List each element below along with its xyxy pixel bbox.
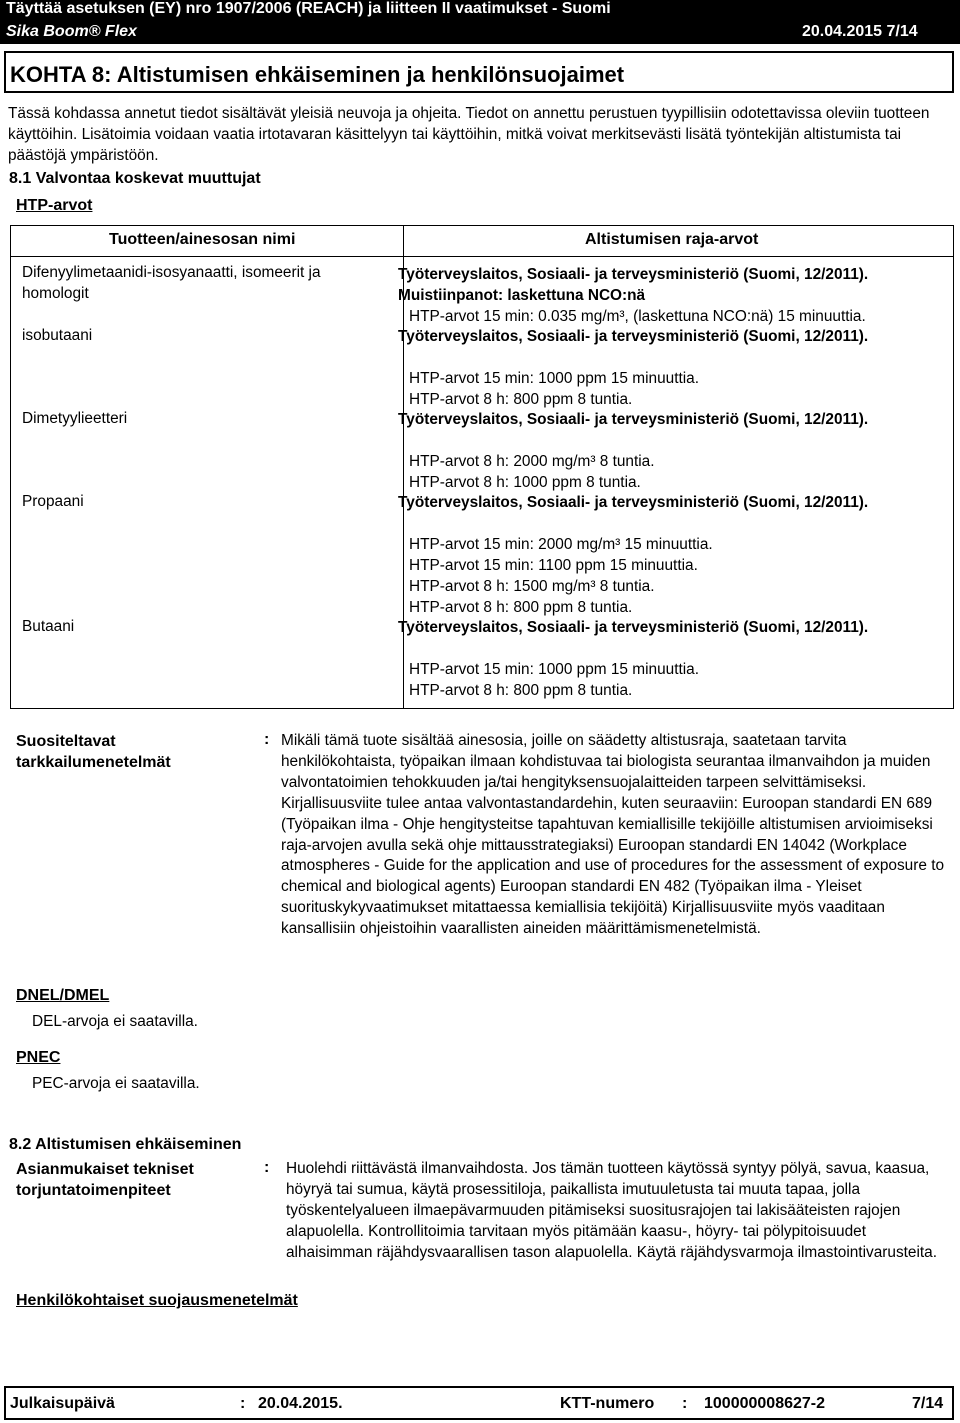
table-row-source: Työterveyslaitos, Sosiaali- ja terveysministeriö (Suomi, 12/2011). Muistiinpanot: laskettuna NCO:nä: [398, 266, 869, 304]
monitoring-colon: :: [264, 731, 270, 748]
table-row-limit: HTP-arvot 8 h: 800 ppm 8 tuntia.: [409, 599, 633, 616]
document-header: [0, 0, 960, 44]
regulation-line: Täyttää asetuksen (EY) nro 1907/2006 (REACH) ja liitteen II vaatimukset - Suomi: [6, 0, 611, 17]
table-row-limit: HTP-arvot 15 min: 1000 ppm 15 minuuttia.: [409, 370, 699, 387]
pnec-text: PEC-arvoja ei saatavilla.: [32, 1075, 200, 1092]
table-row-limit: HTP-arvot 8 h: 800 ppm 8 tuntia.: [409, 391, 633, 408]
table-row-limit: HTP-arvot 15 min: 1000 ppm 15 minuuttia.: [409, 661, 699, 678]
dnel-heading: DNEL/DMEL: [16, 987, 110, 1004]
footer-page-number: 7/14: [912, 1395, 944, 1412]
subsection-8-1-heading: 8.1 Valvontaa koskevat muuttujat: [9, 170, 261, 187]
table-row-limit: HTP-arvot 8 h: 2000 mg/m³ 8 tuntia.: [409, 453, 655, 470]
table-row-limit: HTP-arvot 15 min: 1100 ppm 15 minuuttia.: [409, 557, 698, 574]
dnel-text: DEL-arvoja ei saatavilla.: [32, 1013, 198, 1030]
table-row-limit: HTP-arvot 15 min: 0.035 mg/m³, (laskettuna NCO:nä) 15 minuuttia.: [409, 308, 866, 325]
table-row-name: Difenyylimetaanidi-isosyanaatti, isomeerit ja homologit: [22, 264, 321, 302]
pnec-heading: PNEC: [16, 1049, 61, 1066]
tech-controls-text: Huolehdi riittävästä ilmanvaihdosta. Jos tämän tuotteen käytössä syntyy pölyä, savua, kaasua, höyryä tai sumua, käytä prosessitiloja, paikallista imutuuletusta tai muuta tapaa, jolla työskentelyalueen ilmaepävarmuuden pitämiseksi suositusrajojen tai lakisääteisten rajojen alapuolella. Kontrollitoimia tarvitaan myös pitämään kaasu-, höyry- tai pölypitoisuudet alhaisimman räjähdysvaarallisen tason alapuolella. Käytä räjähdysvarmoja ilmastointivarusteita.: [286, 1160, 938, 1261]
ktt-colon: :: [682, 1395, 688, 1412]
table-header-limits: Altistumisen raja-arvot: [585, 231, 759, 248]
product-name: Sika Boom® Flex: [6, 23, 137, 40]
ktt-label: KTT-numero: [560, 1395, 655, 1412]
table-row-name: Dimetyylieetteri: [22, 410, 128, 427]
monitoring-text: Mikäli tämä tuote sisältää ainesosia, joille on säädetty altistusraja, saatetaan tarvita henkilökohtaista, työpaikan ilmaan kohdistuvaa tai biologista seurantaa ilmanvaihdon ja muiden valvontatoimien tehokkuuden ja/tai hengityksensuojalaitteiden tarpeen selvittämiseksi. Kirjallisuusviite tulee antaa valvontastandardehin, kuten seuraaviin: Euroopan standardi EN 689 (Työpaikan ilma - Ohje hengitysteitse tapahtuvan kemiallisille tekijöille altistumisen arvioimiseksi raja-arvojen avulla sekä ohje mittausstrategiaksi) Euroopan standardi EN 14042 (Workplace atmospheres - Guide for the application and use of procedures for the assessment of exposure to chemical and biological agents) Euroopan standardi EN 482 (Työpaikan ilma - Yleiset suorituskykyvaatimukset mitattaessa kemiallisia tekijöitä) Kirjallisuusviite myös vaaditaan kansallisiin ohjeistoihin vaarallisten aineiden määrittämismenetelmistä.: [281, 732, 945, 938]
table-row-source: Työterveyslaitos, Sosiaali- ja terveysministeriö (Suomi, 12/2011).: [398, 328, 869, 345]
table-row-source: Työterveyslaitos, Sosiaali- ja terveysministeriö (Suomi, 12/2011).: [398, 619, 869, 636]
table-row-name: isobutaani: [22, 327, 93, 344]
tech-controls-label: Asianmukaiset tekniset torjuntatoimenpiteet: [16, 1161, 194, 1199]
ppe-heading: Henkilökohtaiset suojausmenetelmät: [16, 1292, 298, 1309]
htp-heading: HTP-arvot: [16, 197, 93, 214]
table-row-source: Työterveyslaitos, Sosiaali- ja terveysministeriö (Suomi, 12/2011).: [398, 494, 869, 511]
table-header-name: Tuotteen/ainesosan nimi: [109, 231, 296, 248]
table-row-limit: HTP-arvot 15 min: 2000 mg/m³ 15 minuuttia.: [409, 536, 713, 553]
pub-date-colon: :: [240, 1395, 246, 1412]
monitoring-label: Suositeltavat tarkkailumenetelmät: [16, 733, 171, 771]
document-footer: [4, 1386, 954, 1420]
table-row-limit: HTP-arvot 8 h: 1500 mg/m³ 8 tuntia.: [409, 578, 655, 595]
section-title: KOHTA 8: Altistumisen ehkäiseminen ja henkilönsuojaimet: [10, 62, 625, 87]
pub-date-value: 20.04.2015.: [258, 1395, 343, 1412]
table-row-limit: HTP-arvot 8 h: 800 ppm 8 tuntia.: [409, 682, 633, 699]
date-page: 20.04.2015 7/14: [802, 23, 918, 40]
table-row-name: Butaani: [22, 618, 75, 635]
table-row-name: Propaani: [22, 493, 84, 510]
tech-colon: :: [264, 1159, 270, 1176]
subsection-8-2-heading: 8.2 Altistumisen ehkäiseminen: [9, 1136, 242, 1153]
pub-date-label: Julkaisupäivä: [10, 1395, 115, 1412]
ktt-value: 100000008627-2: [704, 1395, 826, 1412]
table-row-limit: HTP-arvot 8 h: 1000 ppm 8 tuntia.: [409, 474, 641, 491]
table-row-source: Työterveyslaitos, Sosiaali- ja terveysministeriö (Suomi, 12/2011).: [398, 411, 869, 428]
table-header-divider: [11, 256, 953, 257]
section-intro: Tässä kohdassa annetut tiedot sisältävät yleisiä neuvoja ja ohjeita. Tiedot on annettu perustuen tyypillisiin odotettavissa oleviin tuotteen käyttöihin. Lisätoimia voidaan vaatia irtotavaran käsittelyyn tai käyttöihin, mitkä voivat merkitsevästi lisätä työntekijän altistumista tai päästöjä ympäristöön.: [8, 105, 930, 164]
section-title-box: [4, 51, 954, 93]
